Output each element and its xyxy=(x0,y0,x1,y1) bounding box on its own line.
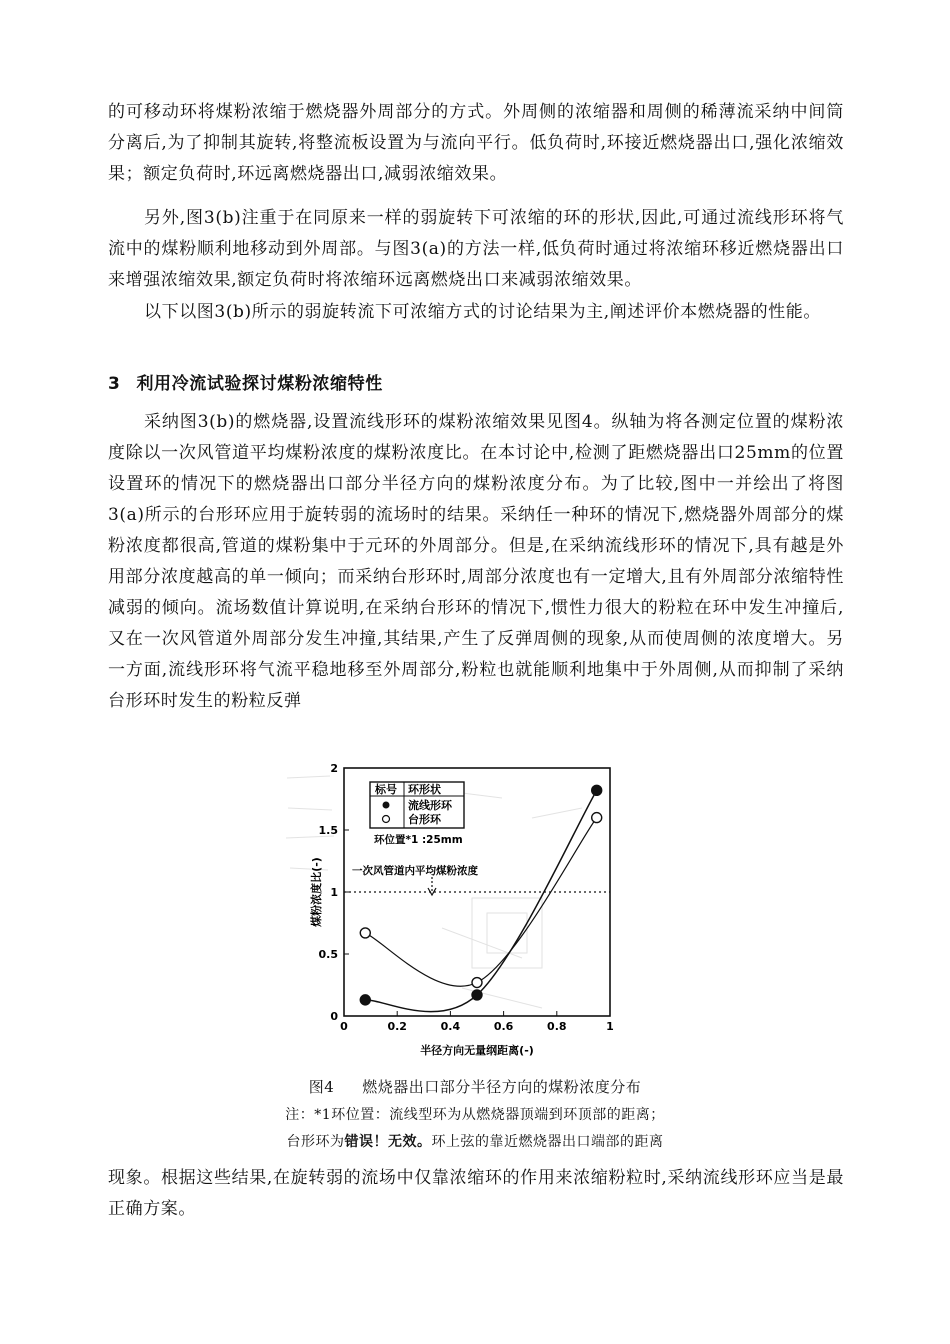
figure-note-2a: 台形环为 xyxy=(286,1134,345,1150)
legend-marker-filled xyxy=(383,802,390,809)
y-tick-label: 0 xyxy=(330,1010,338,1023)
x-tick-label: 1 xyxy=(606,1020,614,1033)
section-heading xyxy=(108,372,383,396)
chart-svg xyxy=(282,758,627,1068)
reference-line-label: 一次风管道内平均煤粉浓度 xyxy=(352,865,478,877)
data-point-filled xyxy=(360,995,370,1005)
x-tick-label: 0.8 xyxy=(547,1020,567,1033)
x-tick-label: 0.2 xyxy=(387,1020,407,1033)
figure-4-chart xyxy=(282,758,627,1068)
paragraph-3: 以下以图3(b)所示的弱旋转流下可浓缩方式的讨论结果为主,阐述评价本燃烧器的性能。 xyxy=(144,302,821,322)
section-number: 3 xyxy=(108,374,121,394)
axis-ticks xyxy=(319,762,614,1033)
paragraph-5: 现象。根据这些结果,在旋转弱的流场中仅靠浓缩环的作用来浓缩粉粒时,采纳流线形环应当是最正确方案。 xyxy=(108,1168,844,1219)
figure-note-2 xyxy=(0,1131,950,1153)
chart-legend xyxy=(370,782,464,846)
y-tick-label: 0.5 xyxy=(318,948,338,961)
x-tick-label: 0.6 xyxy=(493,1020,514,1033)
data-point-open xyxy=(472,978,482,988)
legend-series-2: 台形环 xyxy=(408,813,441,826)
section-title: 利用冷流试验探讨煤粉浓缩特性 xyxy=(136,374,383,394)
figure-note-1: 注：*1环位置：流线型环为从燃烧器顶端到环顶部的距离； xyxy=(285,1107,665,1123)
x-tick-label: 0 xyxy=(340,1020,348,1033)
y-axis-label: 煤粉浓度比(-) xyxy=(310,857,323,927)
data-point-open xyxy=(592,813,602,823)
figure-title: 燃烧器出口部分半径方向的煤粉浓度分布 xyxy=(362,1078,642,1096)
legend-marker-open xyxy=(383,816,390,823)
legend-header-symbol: 标号 xyxy=(375,783,397,796)
data-point-open xyxy=(360,928,370,938)
data-point-filled xyxy=(472,990,482,1000)
legend-header-type: 环形状 xyxy=(408,783,441,796)
y-tick-label: 1 xyxy=(330,886,338,899)
figure-caption xyxy=(0,1076,950,1098)
legend-ring-position: 环位置*1 :25mm xyxy=(374,834,463,846)
legend-series-1: 流线形环 xyxy=(408,799,452,812)
figure-label: 图4 xyxy=(308,1078,335,1096)
figure-note-2b: 环上弦的靠近燃烧器出口端部的距离 xyxy=(431,1134,664,1150)
data-point-filled xyxy=(592,785,602,795)
y-tick-label: 2 xyxy=(330,762,338,775)
paragraph-4: 采纳图3(b)的燃烧器,设置流线形环的煤粉浓缩效果见图4。纵轴为将各测定位置的煤粉浓度除以一次风管道平均煤粉浓度的煤粉浓度比。在本讨论中,检测了距燃烧器出口25mm的位置设置环的情况下的燃烧器出口部分半径方向的煤粉浓度分布。为了比较,图中一并绘出了将图3(a)所示的台形环应用于旋转弱的流场时的结果。采纳任一种环的情况下,燃烧器外周部分的煤粉浓度都很高,管道的煤粉集中于元环的外周部分。但是,在采纳流线形环的情况下,具有越是外用部分浓度越高的单一倾向；而采纳台形环时,周部分浓度也有一定增大,且有外周部分浓缩特性减弱的倾向。流场数值计算说明,在采纳台形环的情况下,惯性力很大的粉粒在环中发生冲撞后,又在一次风管道外周部分发生冲撞,其结果,产生了反弹周侧的现象,从而使周侧的浓度增大。另一方面,流线形环将气流平稳地移至外周部分,粉粒也就能顺利地集中于外周侧,从而抑制了采纳台形环时发生的粉粒反弹 xyxy=(108,412,844,711)
x-tick-label: 0.4 xyxy=(440,1020,461,1033)
paragraph-2: 另外,图3(b)注重于在同原来一样的弱旋转下可浓缩的环的形状,因此,可通过流线形环将气流中的煤粉顺利地移动到外周部。与图3(a)的方法一样,低负荷时通过将浓缩环移近燃烧器出口来增强浓缩效果,额定负荷时将浓缩环远离燃烧出口来减弱浓缩效果。 xyxy=(108,208,844,290)
figure-note-error: 错误！无效。 xyxy=(344,1134,432,1150)
paragraph-1: 的可移动环将煤粉浓缩于燃烧器外周部分的方式。外周侧的浓缩器和周侧的稀薄流采纳中间筒分离后,为了抑制其旋转,将整流板设置为与流向平行。低负荷时,环接近燃烧器出口,强化浓缩效果；额定负荷时,环远离燃烧器出口,减弱浓缩效果。 xyxy=(108,102,844,184)
y-tick-label: 1.5 xyxy=(318,824,338,837)
x-axis-label: 半径方向无量纲距离(-) xyxy=(420,1044,534,1057)
